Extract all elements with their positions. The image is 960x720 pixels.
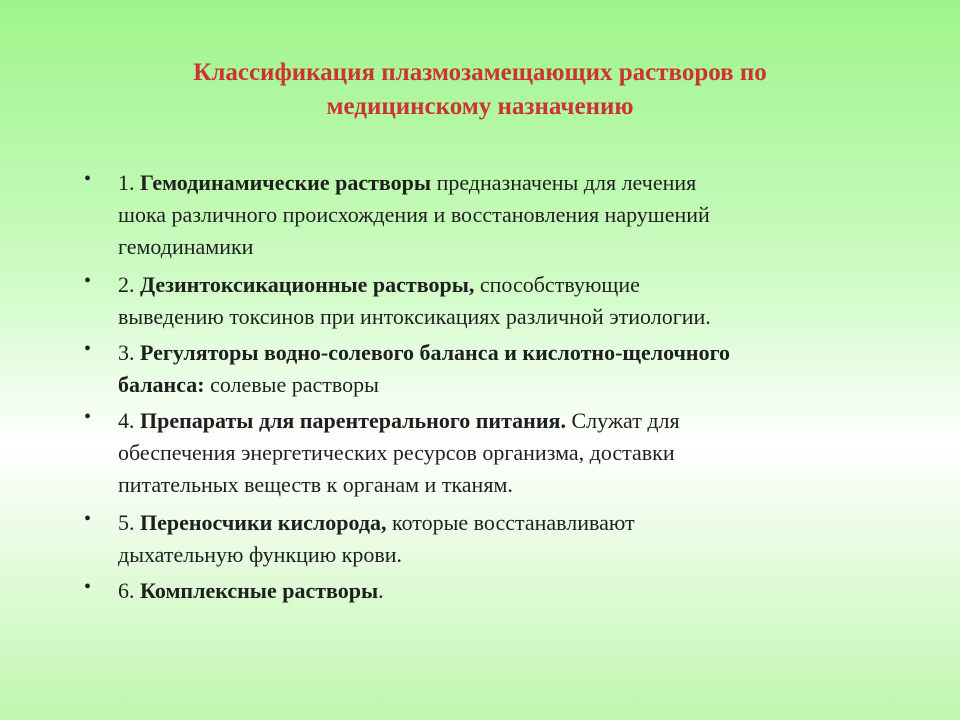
- item-heading: Регуляторы водно-солевого баланса и кислотно-щелочного: [140, 340, 731, 365]
- item-text: .: [378, 578, 384, 603]
- item-heading: Препараты для парентерального питания.: [140, 408, 566, 433]
- list-item-detox: [84, 269, 878, 333]
- item-heading: Комплексные растворы: [140, 578, 379, 603]
- item-text: обеспечения энергетических ресурсов организма, доставки: [118, 440, 675, 465]
- item-text: способствующие: [474, 272, 640, 297]
- bullet-icon: •: [84, 270, 92, 292]
- item-number: 3.: [118, 340, 140, 365]
- item-line: [118, 337, 878, 369]
- title-line-2: медицинскому назначению: [326, 93, 634, 120]
- item-text: дыхательную функцию крови.: [118, 542, 402, 567]
- bullet-icon: •: [84, 338, 92, 360]
- bullet-icon: •: [84, 508, 92, 530]
- item-number: 4.: [118, 408, 140, 433]
- title-line-1: Классификация плазмозамещающих растворов по: [193, 59, 767, 86]
- item-text: Служат для: [565, 408, 680, 433]
- item-text: питательных веществ к органам и тканям.: [118, 472, 513, 497]
- item-text: солевые растворы: [204, 372, 379, 397]
- item-line: [118, 369, 878, 401]
- item-line: [118, 507, 878, 539]
- item-number: 2.: [118, 272, 140, 297]
- item-heading: Дезинтоксикационные растворы,: [140, 272, 475, 297]
- list-item-parenteral: [84, 405, 878, 501]
- item-number: 5.: [118, 510, 140, 535]
- bullet-icon: •: [84, 576, 92, 598]
- item-number: 6.: [118, 578, 140, 603]
- item-line: [118, 167, 878, 199]
- item-text: гемодинамики: [118, 234, 254, 259]
- item-text: которые восстанавливают: [386, 510, 635, 535]
- bullet-icon: •: [84, 406, 92, 428]
- list-item-water-salt: [84, 337, 878, 401]
- item-text: предназначены для лечения: [431, 170, 697, 195]
- item-number: 1.: [118, 170, 140, 195]
- item-heading: баланса:: [118, 372, 205, 397]
- item-heading: Гемодинамические растворы: [140, 170, 432, 195]
- list-item-hemodynamic: [84, 167, 878, 263]
- item-text: выведению токсинов при интоксикациях различной этиологии.: [118, 304, 711, 329]
- item-text: шока различного происхождения и восстановления нарушений: [118, 202, 710, 227]
- bullet-icon: •: [84, 168, 92, 190]
- item-line: [118, 269, 878, 301]
- list-item-complex: [84, 575, 878, 607]
- item-heading: Переносчики кислорода,: [140, 510, 387, 535]
- item-line: [118, 575, 878, 607]
- item-line: [118, 405, 878, 437]
- list-item-oxygen: [84, 507, 878, 571]
